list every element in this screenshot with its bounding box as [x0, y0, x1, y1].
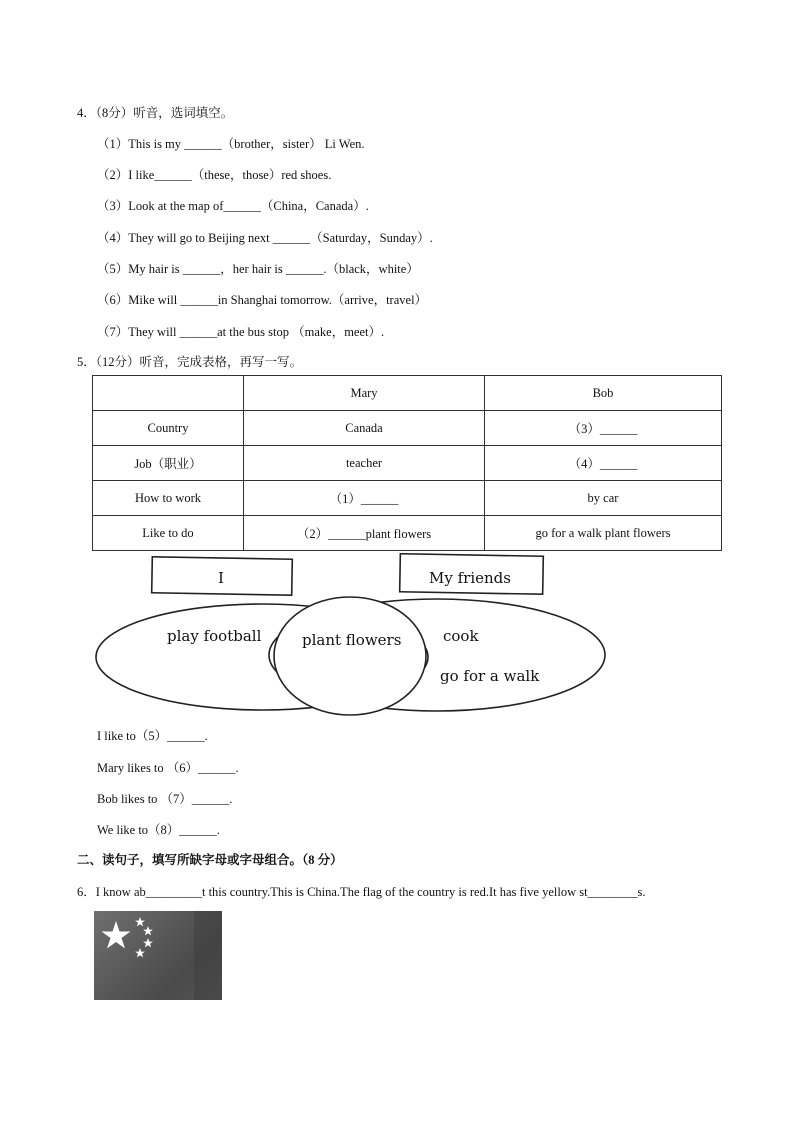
fill-line-5: I like to（5）______.	[97, 729, 208, 743]
table-header-cell	[93, 376, 244, 411]
venn-diagram	[92, 553, 612, 718]
china-flag-image	[94, 911, 222, 1000]
venn-item-play-football: play football	[167, 627, 262, 645]
table-cell: （1）______	[244, 481, 485, 516]
venn-item-plant-flowers: plant flowers	[302, 631, 402, 649]
table-cell: teacher	[244, 446, 485, 481]
question-4-item-2: （2）I like______（these，those）red shoes.	[97, 168, 332, 182]
question-4-item-7: （7）They will ______at the bus stop （make，meet）.	[97, 325, 385, 339]
table-cell: Country	[93, 411, 244, 446]
question-5-title: 5．（12分）听音，完成表格，再写一写。	[77, 355, 303, 369]
venn-label-left: I	[218, 569, 224, 587]
fill-line-6: Mary likes to （6）______.	[97, 761, 239, 775]
question-4-item-6: （6）Mike will ______in Shanghai tomorrow.（arrive，travel）	[97, 293, 428, 307]
table-cell: （4）______	[485, 446, 722, 481]
venn-item-go-for-a-walk: go for a walk	[440, 667, 540, 685]
star-icon	[94, 911, 222, 1000]
table-header-row	[93, 376, 722, 411]
table-row	[93, 411, 722, 446]
question-4-title: 4．（8分）听音，选词填空。	[77, 106, 234, 120]
table-row	[93, 516, 722, 551]
question-4-item-4: （4）They will go to Beijing next ______（Saturday，Sunday）.	[97, 231, 433, 245]
table-cell: （2）______plant flowers	[244, 516, 485, 551]
venn-label-right: My friends	[429, 569, 511, 587]
question-4-item-1: （1）This is my ______（brother，sister） Li Wen.	[97, 137, 365, 151]
table-cell: by car	[485, 481, 722, 516]
table-cell: Canada	[244, 411, 485, 446]
table-cell: How to work	[93, 481, 244, 516]
table-header-cell: Bob	[485, 376, 722, 411]
venn-item-cook: cook	[443, 627, 479, 645]
table-cell: Job（职业）	[93, 446, 244, 481]
question-6-text: 6．I know ab_________t this country.This is China.The flag of the country is red.It has five yellow st________s.	[77, 885, 646, 899]
fill-line-7: Bob likes to （7）______.	[97, 792, 233, 806]
fill-line-8: We like to（8）______.	[97, 823, 220, 837]
table-row	[93, 481, 722, 516]
section-2-title: 二、读句子，填写所缺字母或字母组合。（8 分）	[77, 853, 343, 867]
question-4-item-3: （3）Look at the map of______（China，Canada）.	[97, 199, 369, 213]
table-cell: go for a walk plant flowers	[485, 516, 722, 551]
venn-circle-center	[274, 597, 426, 715]
question-4-item-5: （5）My hair is ______，her hair is ______.（black，white）	[97, 262, 419, 276]
info-table	[92, 375, 722, 551]
table-cell: （3）______	[485, 411, 722, 446]
table-header-cell: Mary	[244, 376, 485, 411]
table-row	[93, 446, 722, 481]
table-cell: Like to do	[93, 516, 244, 551]
